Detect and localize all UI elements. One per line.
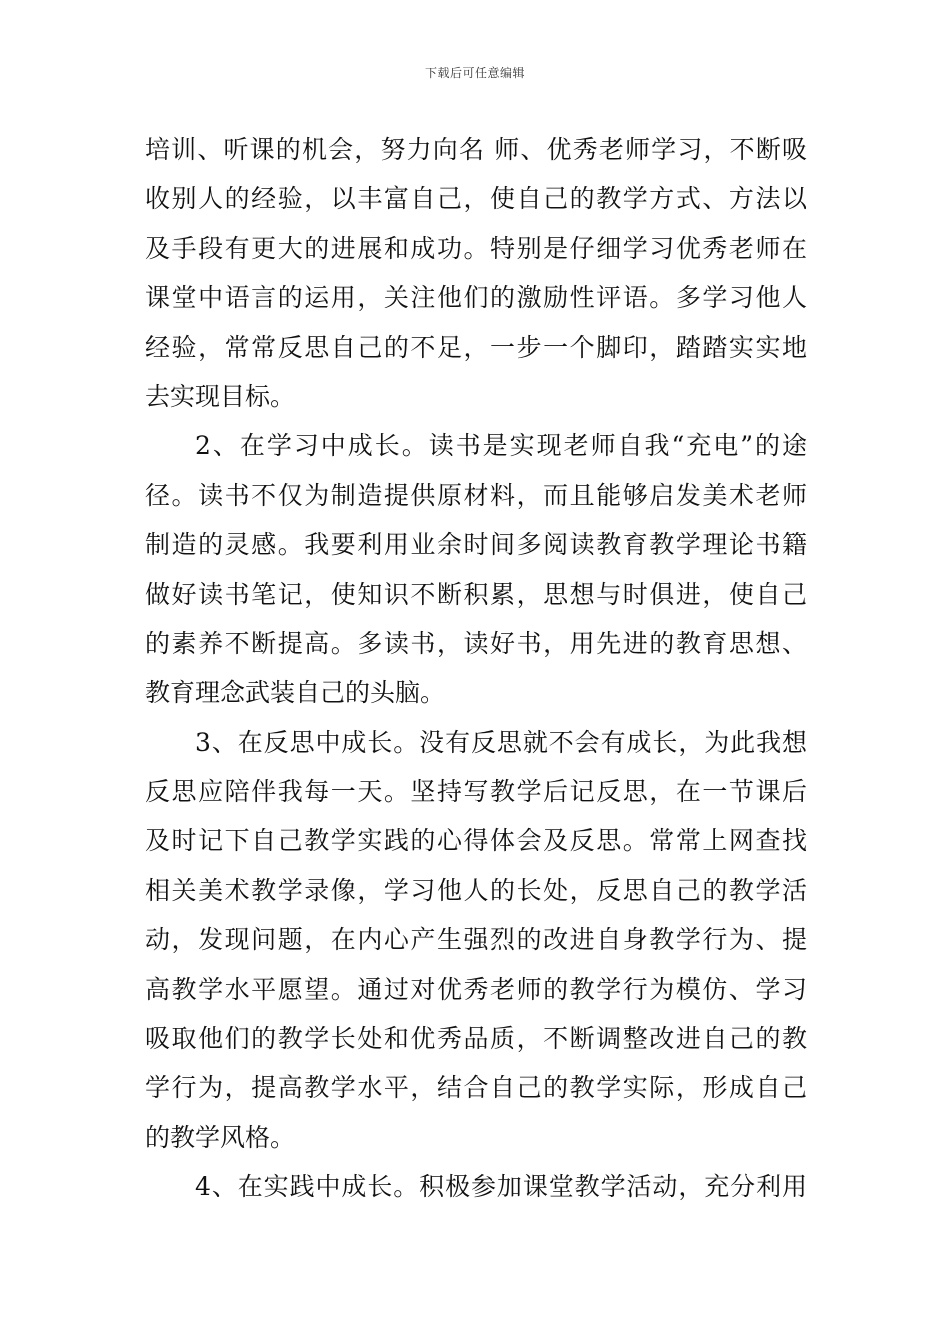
paragraph-3-line-8: 学行为，提高教学水平，结合自己的教学实际，形成自己 xyxy=(145,1073,807,1103)
paragraph-3-line-1: 3、在反思中成长。没有反思就不会有成长，为此我想 xyxy=(195,727,807,757)
document-body xyxy=(145,125,807,1212)
paragraph-3-line-5: 动，发现问题，在内心产生强烈的改进自身教学行为、提 xyxy=(145,925,807,955)
paragraph-1-line-6: 去实现目标。 xyxy=(145,381,296,411)
paragraph-2-line-4: 做好读书笔记，使知识不断积累，思想与时俱进，使自己 xyxy=(145,579,807,609)
paragraph-3-line-2: 反思应陪伴我每一天。坚持写教学后记反思，在一节课后 xyxy=(145,777,807,807)
paragraph-1-line-3: 及手段有更大的进展和成功。特别是仔细学习优秀老师在 xyxy=(145,233,807,263)
page-header: 下载后可任意编辑 xyxy=(424,66,525,80)
paragraph-1-line-4: 课堂中语言的运用，关注他们的激励性评语。多学习他人 xyxy=(145,283,807,313)
paragraph-1-line-5: 经验，常常反思自己的不足，一步一个脚印，踏踏实实地 xyxy=(145,332,807,362)
paragraph-3-line-4: 相关美术教学录像，学习他人的长处，反思自己的教学活 xyxy=(145,875,807,905)
paragraph-2-line-5: 的素养不断提高。多读书，读好书，用先进的教育思想、 xyxy=(145,628,807,658)
paragraph-3-line-9: 的教学风格。 xyxy=(145,1122,296,1152)
paragraph-3-line-7: 吸取他们的教学长处和优秀品质，不断调整改进自己的教 xyxy=(145,1024,807,1054)
paragraph-3-line-6: 高教学水平愿望。通过对优秀老师的教学行为模仿、学习 xyxy=(145,974,807,1004)
paragraph-1-line-2: 收别人的经验，以丰富自己，使自己的教学方式、方法以 xyxy=(145,184,807,214)
paragraph-2-line-2: 径。读书不仅为制造提供原材料，而且能够启发美术老师 xyxy=(145,480,807,510)
paragraph-2-line-1: 2、在学习中成长。读书是实现老师自我“充电”的途 xyxy=(195,431,807,461)
paragraph-1-line-1: 培训、听课的机会，努力向名 师、优秀老师学习，不断吸 xyxy=(145,135,807,164)
paragraph-2-line-6: 教育理念武装自己的头脑。 xyxy=(145,678,446,708)
paragraph-4-line-1: 4、在实践中成长。积极参加课堂教学活动，充分利用 xyxy=(195,1172,807,1202)
paragraph-3-line-3: 及时记下自己教学实践的心得体会及反思。常常上网查找 xyxy=(145,826,807,856)
paragraph-2-line-3: 制造的灵感。我要利用业余时间多阅读教育教学理论书籍 xyxy=(145,530,807,560)
